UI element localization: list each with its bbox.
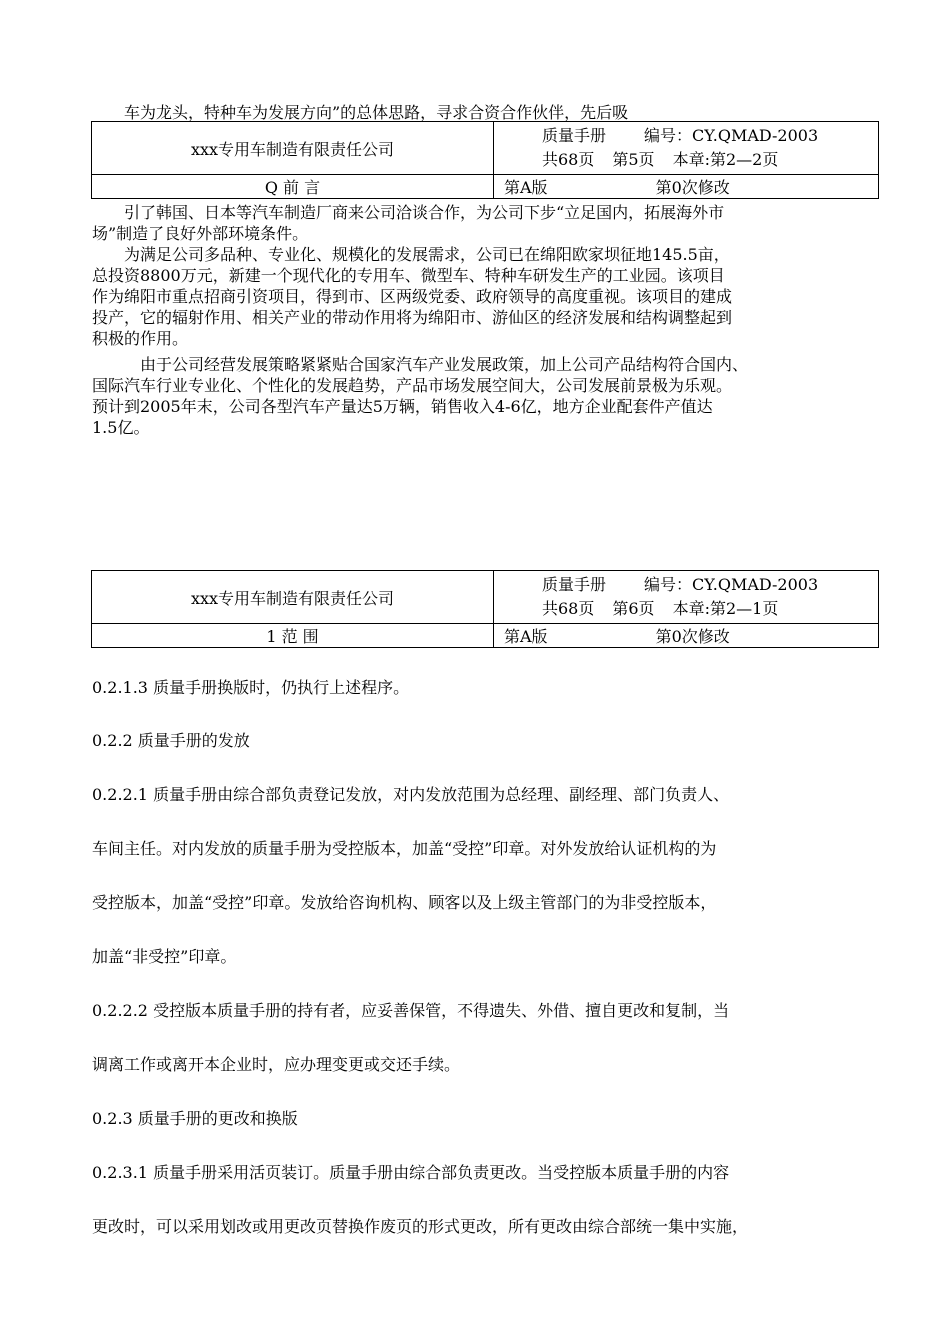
body-line-8: 调离工作或离开本企业时，应办理变更或交还手续。 — [92, 1055, 461, 1074]
manual-meta-cell — [494, 122, 879, 175]
text-line: 国际汽车行业专业化、个性化的发展趋势，产品市场发展空间大，公司发展前景极为乐观。 — [92, 376, 733, 395]
body-line-11: 更改时，可以采用划改或用更改页替换作废页的形式更改，所有更改由综合部统一集中实施， — [92, 1217, 749, 1236]
manual-title: 质量手册 — [542, 575, 607, 594]
text-line: 由于公司经营发展策略紧紧贴合国家汽车产业发展政策，加上公司产品结构符合国内、 — [140, 355, 749, 374]
total-pages: 共68页 — [542, 599, 595, 618]
text-line: 作为绵阳市重点招商引资项目，得到市、区两级党委、政府领导的高度重视。该项目的建成 — [92, 287, 733, 306]
document-number: 编号：CY.QMAD-2003 — [644, 126, 819, 145]
page-number: 第5页 — [612, 150, 655, 169]
edition-cell — [494, 175, 879, 199]
body-line-1: 0.2.1.3 质量手册换版时，仍执行上述程序。 — [92, 678, 410, 697]
text-line: 为满足公司多品种、专业化、规模化的发展需求，公司已在绵阳欧家坝征地145.5亩， — [124, 245, 730, 264]
body-line-3: 0.2.2.1 质量手册由综合部负责登记发放，对内发放范围为总经理、副经理、部门负责人、 — [92, 785, 730, 804]
text-line: 投产，它的辐射作用、相关产业的带动作用将为绵阳市、游仙区的经济发展和结构调整起到 — [92, 308, 733, 327]
section-title: Q 前 言 — [264, 178, 321, 197]
paragraph-3 — [92, 354, 862, 438]
body-line-2: 0.2.2 质量手册的发放 — [92, 731, 250, 750]
text-line: 积极的作用。 — [92, 329, 189, 348]
revision: 第0次修改 — [655, 178, 730, 197]
text-line: 场”制造了良好外部环境条件。 — [92, 224, 309, 243]
document-number: 编号：CY.QMAD-2003 — [644, 575, 819, 594]
company-name-cell — [92, 122, 494, 175]
company-name: xxx专用车制造有限责任公司 — [190, 139, 395, 159]
section-title: 1 范 围 — [266, 627, 319, 646]
text-line: 总投资8800万元，新建一个现代化的专用车、微型车、特种车研发生产的工业园。该项目 — [92, 266, 725, 285]
page-number: 第6页 — [612, 599, 655, 618]
section-title-cell — [92, 175, 494, 199]
body-line-9: 0.2.3 质量手册的更改和换版 — [92, 1109, 298, 1128]
body-line-7: 0.2.2.2 受控版本质量手册的持有者，应妥善保管，不得遗失、外借、擅自更改和复制，当 — [92, 1001, 730, 1020]
company-name-cell — [92, 571, 494, 624]
edition-cell — [494, 624, 879, 648]
body-line-5: 受控版本，加盖“受控”印章。发放给咨询机构、顾客以及上级主管部门的为非受控版本， — [92, 893, 717, 912]
page-header-table-2 — [91, 570, 879, 648]
chapter-page: 本章:第2—2页 — [672, 150, 779, 169]
revision: 第0次修改 — [655, 627, 730, 646]
manual-meta-cell — [494, 571, 879, 624]
total-pages: 共68页 — [542, 150, 595, 169]
text-line: 1.5亿。 — [92, 418, 150, 437]
text-line: 引了韩国、日本等汽车制造厂商来公司洽谈合作，为公司下步“立足国内，拓展海外市 — [124, 203, 725, 222]
paragraph-1 — [92, 202, 862, 244]
paragraph-2 — [92, 244, 862, 349]
manual-title: 质量手册 — [542, 126, 607, 145]
edition: 第A版 — [504, 627, 548, 646]
text-line: 预计到2005年末，公司各型汽车产量达5万辆，销售收入4-6亿，地方企业配套件产值达 — [92, 397, 713, 416]
chapter-page: 本章:第2—1页 — [672, 599, 779, 618]
section-title-cell — [92, 624, 494, 648]
company-name: xxx专用车制造有限责任公司 — [190, 588, 395, 608]
body-line-10: 0.2.3.1 质量手册采用活页装订。质量手册由综合部负责更改。当受控版本质量手册的内容 — [92, 1163, 730, 1182]
body-line-6: 加盖“非受控”印章。 — [92, 947, 237, 966]
edition: 第A版 — [504, 178, 548, 197]
top-continuation-line: 车为龙头，特种车为发展方向”的总体思路，寻求合资合作伙伴，先后吸 — [124, 103, 629, 122]
body-line-4: 车间主任。对内发放的质量手册为受控版本，加盖“受控”印章。对外发放给认证机构的为 — [92, 839, 717, 858]
page-header-table-1 — [91, 121, 879, 199]
